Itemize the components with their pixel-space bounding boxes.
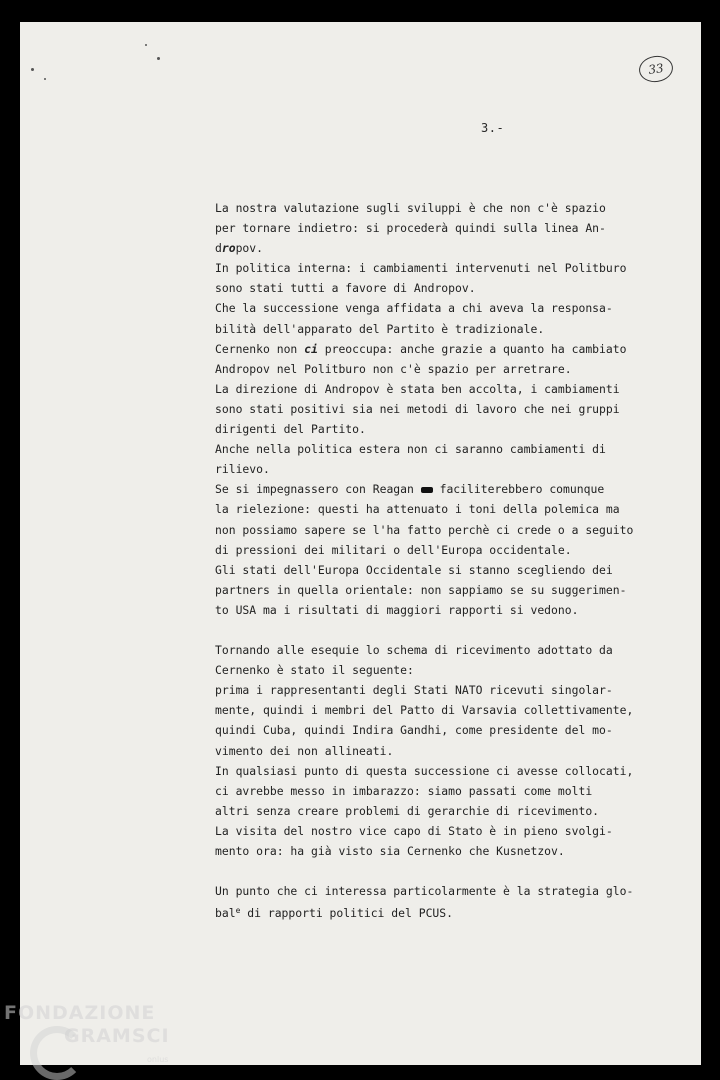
text-line: dirigenti del Partito. xyxy=(215,422,366,437)
text-line: altri senza creare problemi di gerarchie di ricevimento. xyxy=(215,803,600,818)
text-line: Cernenko è stato il seguente: xyxy=(215,663,414,678)
typed-text-body xyxy=(215,198,635,921)
text-line: Che la successione venga affidata a chi aveva la responsa- xyxy=(215,301,613,316)
watermark-line-3: onlus xyxy=(147,1055,169,1064)
text-line: In politica interna: i cambiamenti intervenuti nel Politburo xyxy=(215,261,627,276)
text-line: Cernenko non ci preoccupa: anche grazie a quanto ha cambiato xyxy=(215,341,627,356)
watermark-line-1: FONDAZIONE xyxy=(4,1002,156,1024)
text-line: di pressioni dei militari o dell'Europa occidentale. xyxy=(215,542,572,557)
text-line: per tornare indietro: si procederà quindi sulla linea An- xyxy=(215,221,606,236)
document-page xyxy=(20,22,701,1065)
text-line: dropov. xyxy=(215,241,264,256)
text-line: prima i rappresentanti degli Stati NATO ricevuti singolar- xyxy=(215,683,613,698)
paragraph-gap xyxy=(215,620,635,640)
text-line: partners in quella orientale: non sappiamo se su suggerimen- xyxy=(215,582,627,597)
text-line: la rielezione: questi ha attenuato i toni della polemica ma xyxy=(215,502,620,517)
redaction-mark xyxy=(421,487,433,493)
text-line: sono stati positivi sia nei metodi di lavoro che nei gruppi xyxy=(215,401,620,416)
text-line: to USA ma i risultati di maggiori rapporti si vedono. xyxy=(215,602,579,617)
archive-stamp: 33 xyxy=(637,54,674,84)
text-line: mento ora: ha già visto sia Cernenko che Kusnetzov. xyxy=(215,844,565,858)
text-line: La nostra valutazione sugli sviluppi è che non c'è spazio xyxy=(215,201,606,215)
text-line: vimento dei non allineati. xyxy=(215,743,394,758)
handwritten-correction: ro xyxy=(221,241,236,256)
text-line: bal$^e$ di rapporti politici del PCUS. xyxy=(215,906,453,921)
text-line: Se si impegnassero con Reagan faciliterebbero comunque xyxy=(215,482,605,497)
text-line: ci avrebbe messo in imbarazzo: siamo passati come molti xyxy=(215,783,593,798)
watermark-logo xyxy=(0,1000,190,1080)
text-line: Tornando alle esequie lo schema di ricevimento adottato da xyxy=(215,643,613,658)
text-line: bilità dell'apparato del Partito è tradizionale. xyxy=(215,321,545,336)
text-line: Un punto che ci interessa particolarmente è la strategia glo- xyxy=(215,884,634,899)
text-line: rilievo. xyxy=(215,462,270,477)
text-line: La direzione di Andropov è stata ben accolta, i cambiamenti xyxy=(215,381,620,396)
text-line: quindi Cuba, quindi Indira Gandhi, come presidente del mo- xyxy=(215,723,613,738)
ink-speck xyxy=(157,57,160,60)
text-line: Andropov nel Politburo non c'è spazio per arretrare. xyxy=(215,361,572,376)
text-line: Anche nella politica estera non ci saranno cambiamenti di xyxy=(215,442,606,457)
handwritten-insertion: e xyxy=(235,906,241,916)
paragraph-gap xyxy=(215,861,635,881)
watermark-line-2: GRAMSCI xyxy=(64,1025,170,1047)
text-line: non possiamo sapere se l'ha fatto perchè ci crede o a seguito xyxy=(215,522,634,537)
text-line: In qualsiasi punto di questa successione ci avesse collocati, xyxy=(215,763,634,778)
text-line: Gli stati dell'Europa Occidentale si stanno scegliendo dei xyxy=(215,562,613,577)
page-number: 3.- xyxy=(481,121,505,135)
ink-speck xyxy=(44,78,46,80)
ink-speck xyxy=(145,44,147,46)
text-line: La visita del nostro vice capo di Stato è in pieno svolgi- xyxy=(215,823,613,838)
ink-speck xyxy=(31,68,34,71)
handwritten-insertion: ci xyxy=(304,341,318,356)
text-line: sono stati tutti a favore di Andropov. xyxy=(215,281,476,296)
text-line: mente, quindi i membri del Patto di Varsavia collettivamente, xyxy=(215,703,634,718)
